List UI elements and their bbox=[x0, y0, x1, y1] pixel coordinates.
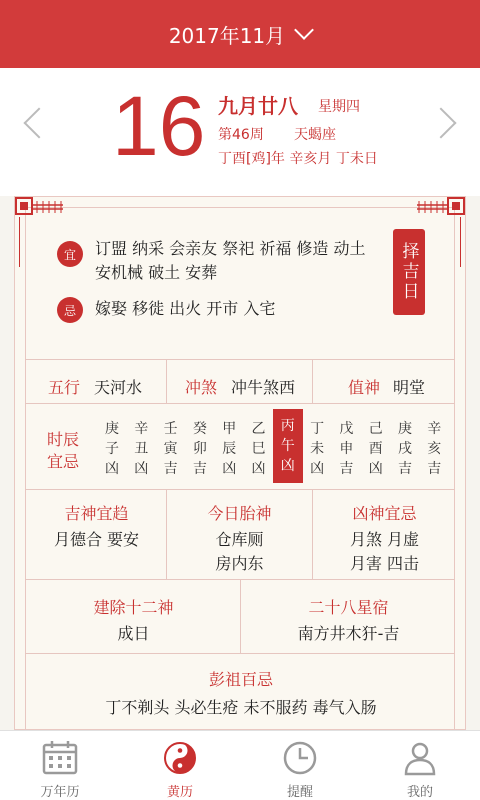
divider bbox=[25, 403, 455, 404]
tab-calendar[interactable] bbox=[0, 731, 120, 800]
xingxiu-value: 南方井木犴-吉 bbox=[297, 624, 400, 643]
shichen-column[interactable] bbox=[390, 419, 420, 479]
chevron-down-icon bbox=[294, 20, 314, 40]
shichen-zhi: 亥 bbox=[427, 441, 442, 457]
shichen-zhi: 未 bbox=[310, 441, 325, 457]
shichen-luck: 吉 bbox=[427, 461, 442, 477]
shichen-luck: 凶 bbox=[134, 461, 149, 477]
ji-badge: 忌 bbox=[57, 297, 83, 323]
wuxing-value: 天河水 bbox=[94, 378, 143, 397]
shichen-luck: 凶 bbox=[105, 461, 119, 477]
zhishen-label: 值神 bbox=[348, 378, 381, 397]
shichen-gan: 丙 bbox=[280, 418, 295, 434]
shichen-gan: 庚 bbox=[398, 421, 412, 437]
shichen-column[interactable] bbox=[156, 419, 186, 479]
shichen-zhi: 子 bbox=[105, 441, 119, 457]
yin-yang-icon bbox=[161, 739, 199, 777]
shichen-column[interactable] bbox=[185, 419, 215, 479]
shichen-zhi: 辰 bbox=[222, 441, 237, 457]
shichen-gan: 丁 bbox=[310, 421, 325, 437]
shichen-zhi: 巳 bbox=[251, 441, 266, 457]
jishen-title: 吉神宜趋 bbox=[64, 504, 129, 523]
shichen-gan: 戊 bbox=[339, 421, 354, 437]
chongsha-value: 冲牛煞西 bbox=[231, 378, 296, 397]
tab-label: 我的 bbox=[406, 785, 433, 800]
calendar-icon bbox=[41, 739, 79, 777]
shichen-gan: 己 bbox=[368, 421, 383, 437]
xiongshen-line1: 月煞 月虚 bbox=[349, 530, 420, 549]
jianchu-value: 成日 bbox=[117, 624, 150, 643]
tab-almanac[interactable] bbox=[120, 731, 240, 800]
corner-ornament-icon bbox=[415, 197, 465, 219]
jishen-value: 月德合 要安 bbox=[53, 530, 140, 549]
tab-reminder[interactable] bbox=[240, 731, 360, 800]
xingxiu-title: 二十八星宿 bbox=[308, 598, 389, 617]
shichen-zhi: 卯 bbox=[192, 441, 207, 457]
next-day-arrow-icon[interactable] bbox=[425, 107, 456, 138]
zodiac-sign: 天蝎座 bbox=[294, 127, 336, 143]
tab-label: 万年历 bbox=[40, 785, 80, 800]
yi-text: 订盟 纳采 会亲友 祭祀 祈福 修造 动土 安机械 破土 安葬 bbox=[95, 239, 366, 282]
week-number: 第46周 bbox=[218, 127, 264, 143]
shichen-luck: 吉 bbox=[192, 461, 207, 477]
taishen-title: 今日胎神 bbox=[207, 504, 272, 523]
shichen-column[interactable] bbox=[214, 419, 244, 479]
shichen-column[interactable] bbox=[302, 419, 332, 479]
xiongshen-title: 凶神宜忌 bbox=[352, 504, 417, 523]
prev-day-arrow-icon[interactable] bbox=[23, 107, 54, 138]
divider bbox=[25, 489, 455, 490]
shichen-column[interactable] bbox=[273, 409, 303, 483]
shichen-title: 时辰宜忌 bbox=[46, 430, 79, 471]
tab-label: 提醒 bbox=[286, 785, 313, 800]
shichen-column[interactable] bbox=[419, 419, 449, 479]
weekday: 星期四 bbox=[318, 99, 360, 115]
divider bbox=[312, 359, 313, 403]
shichen-column[interactable] bbox=[97, 419, 127, 479]
pengzu-value: 丁不剃头 头必生疮 未不服药 毒气入肠 bbox=[105, 698, 377, 717]
divider bbox=[166, 359, 167, 403]
tab-profile[interactable] bbox=[360, 731, 480, 800]
frame-ornament-left bbox=[19, 217, 20, 267]
wuxing-label: 五行 bbox=[48, 378, 81, 397]
corner-ornament-icon bbox=[15, 197, 65, 219]
date-header bbox=[0, 68, 480, 196]
shichen-gan: 癸 bbox=[192, 421, 207, 437]
ji-text: 嫁娶 移徙 出火 开市 入宅 bbox=[95, 299, 276, 318]
shichen-gan: 辛 bbox=[134, 421, 149, 437]
choose-lucky-day-button[interactable]: 择吉日 bbox=[393, 229, 425, 315]
taishen-line2: 房内东 bbox=[215, 554, 264, 573]
person-icon bbox=[401, 739, 439, 777]
pengzu-title: 彭祖百忌 bbox=[208, 670, 273, 689]
shichen-zhi: 申 bbox=[339, 441, 354, 457]
jianchu-title: 建除十二神 bbox=[93, 598, 174, 617]
shichen-zhi: 丑 bbox=[134, 441, 149, 457]
yi-section bbox=[57, 241, 375, 285]
shichen-gan: 乙 bbox=[251, 421, 266, 437]
shichen-column[interactable] bbox=[244, 419, 274, 479]
shichen-luck: 凶 bbox=[310, 461, 325, 477]
frame-ornament-right bbox=[460, 217, 461, 267]
divider bbox=[25, 359, 455, 360]
clock-icon bbox=[281, 739, 319, 777]
shichen-gan: 甲 bbox=[222, 421, 237, 437]
day-number: 16 bbox=[112, 79, 206, 173]
shichen-gan: 庚 bbox=[105, 421, 119, 437]
shichen-gan: 辛 bbox=[427, 421, 442, 437]
bottom-tab-bar bbox=[0, 730, 480, 800]
shichen-column[interactable] bbox=[361, 419, 391, 479]
shichen-luck: 凶 bbox=[222, 461, 237, 477]
zhishen-value: 明堂 bbox=[393, 378, 426, 397]
ganzhi-date: 丁酉[鸡]年 辛亥月 丁未日 bbox=[218, 151, 378, 167]
month-label: 2017年11月 bbox=[168, 23, 286, 48]
shichen-gan: 壬 bbox=[163, 421, 178, 437]
shichen-zhi: 酉 bbox=[368, 441, 383, 457]
chongsha-label: 冲煞 bbox=[185, 378, 218, 397]
shichen-luck: 凶 bbox=[368, 461, 383, 477]
shichen-column[interactable] bbox=[331, 419, 361, 479]
shichen-luck: 凶 bbox=[280, 458, 295, 474]
shichen-luck: 凶 bbox=[251, 461, 266, 477]
shichen-luck: 吉 bbox=[398, 461, 412, 477]
shichen-luck: 吉 bbox=[339, 461, 354, 477]
shichen-zhi: 寅 bbox=[163, 441, 178, 457]
yi-badge: 宜 bbox=[57, 241, 83, 267]
almanac-card bbox=[14, 196, 466, 730]
shichen-column[interactable] bbox=[126, 419, 156, 479]
tab-label: 黄历 bbox=[166, 785, 193, 800]
shichen-zhi: 午 bbox=[280, 438, 295, 454]
divider bbox=[25, 653, 455, 654]
shichen-zhi: 戌 bbox=[398, 441, 412, 457]
ji-section bbox=[57, 297, 275, 323]
shichen-luck: 吉 bbox=[163, 461, 178, 477]
taishen-line1: 仓库厕 bbox=[215, 530, 264, 549]
month-selector[interactable] bbox=[0, 0, 480, 68]
xiongshen-line2: 月害 四击 bbox=[349, 554, 420, 573]
lunar-date: 九月廿八 bbox=[218, 94, 298, 118]
